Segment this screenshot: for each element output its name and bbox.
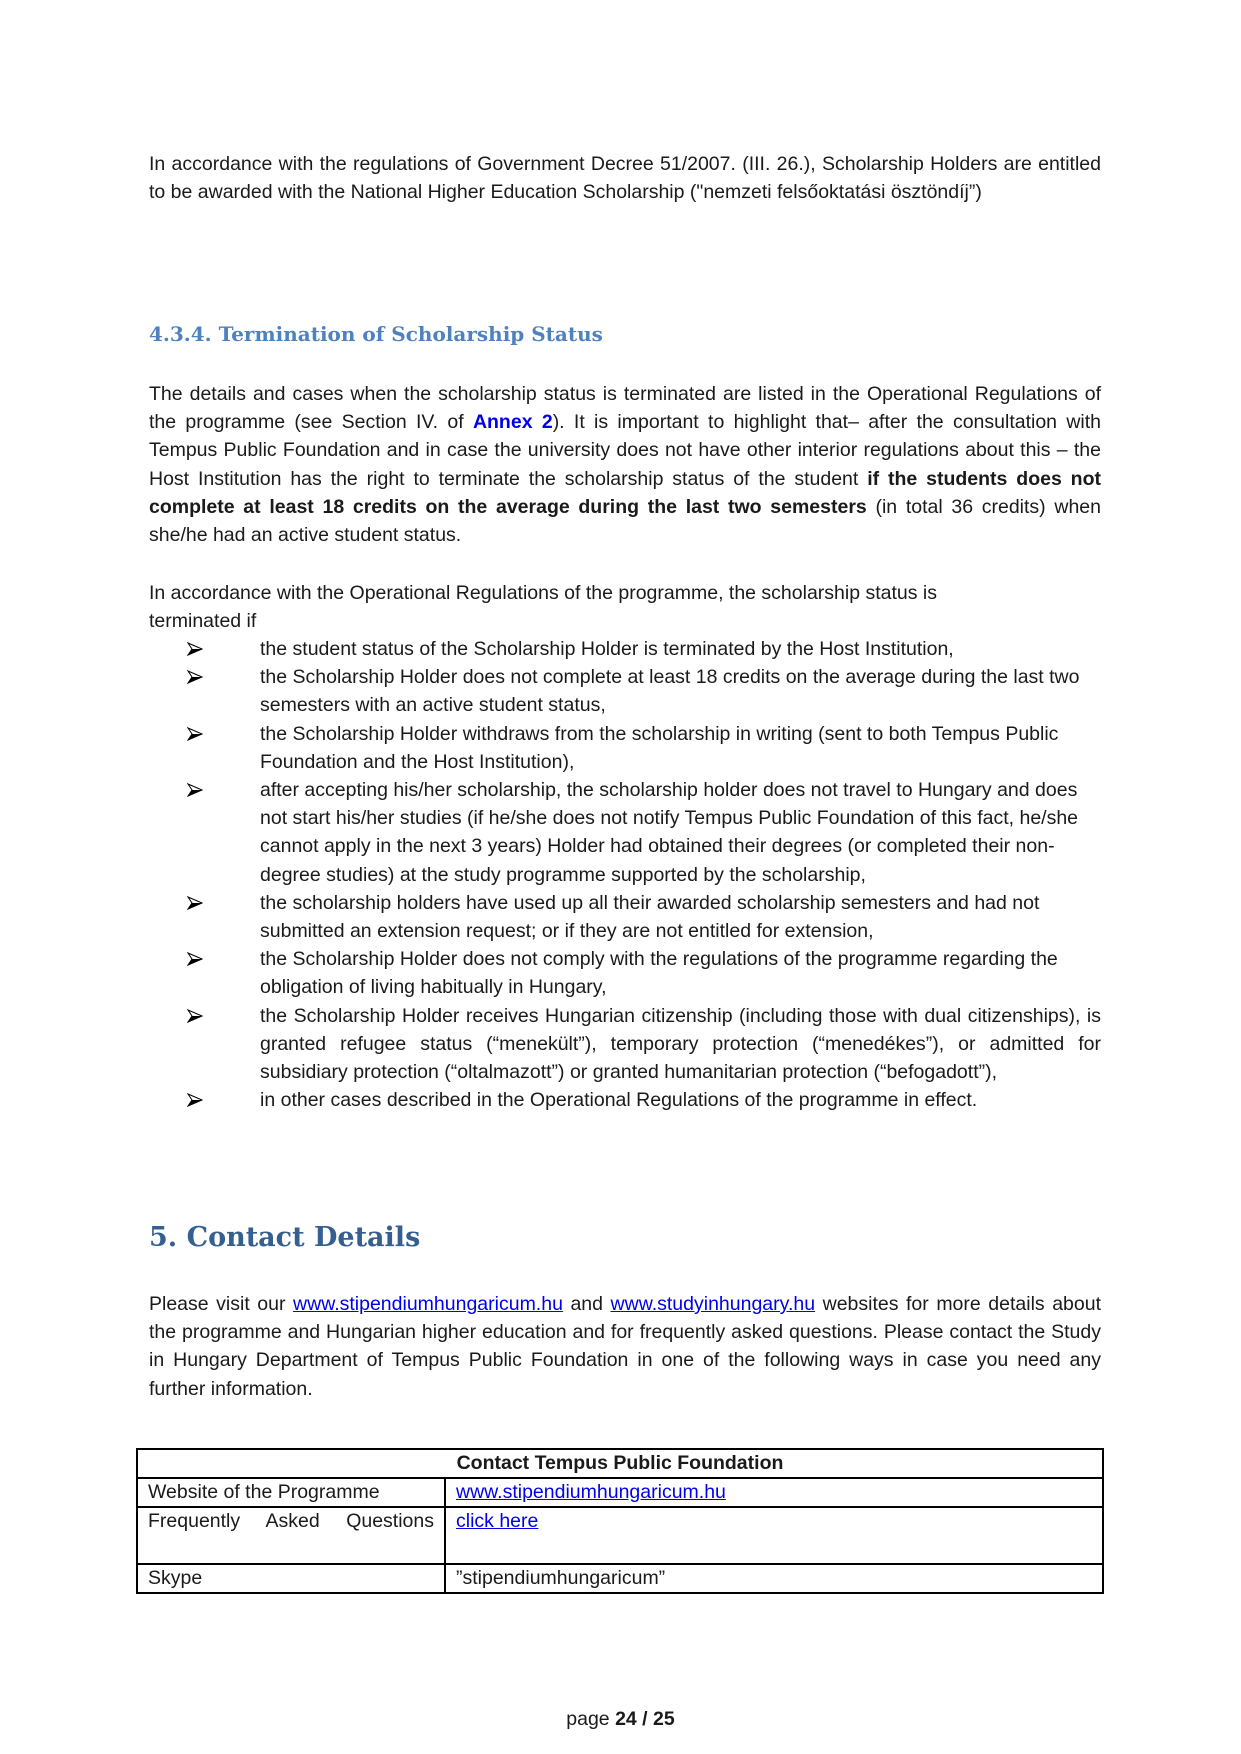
para-text: and bbox=[562, 1293, 611, 1315]
arrow-bullet-icon bbox=[187, 889, 207, 917]
table-row bbox=[137, 1564, 1103, 1593]
list-item bbox=[149, 635, 1101, 663]
total-pages: 25 bbox=[653, 1708, 675, 1730]
list-item bbox=[149, 889, 1101, 945]
list-item-text: in other cases described in the Operational Regulations of the programme in effect. bbox=[260, 1089, 978, 1112]
list-item bbox=[149, 776, 1101, 889]
list-item bbox=[149, 1002, 1101, 1087]
para-text: ). It is important to highlight that– after the consultation with Tempus Public Foundation and in case the university does not have other interior regulations about this – the Host Institution has the right to terminate the scholarship status of the student bbox=[149, 411, 1102, 490]
table-row bbox=[137, 1478, 1103, 1507]
list-item-text: the Scholarship Holder does not comply with the regulations of the programme regarding the obligation of living habitually in Hungary, bbox=[260, 948, 1058, 999]
terminated-if-intro bbox=[149, 579, 1101, 635]
table-header-row bbox=[137, 1449, 1103, 1478]
current-page: 24 bbox=[615, 1708, 637, 1730]
para-text: Please visit our bbox=[149, 1293, 294, 1315]
section-heading-4-3-4: 4.3.4. Termination of Scholarship Status bbox=[149, 322, 603, 346]
list-item bbox=[149, 1086, 1101, 1114]
arrow-bullet-icon bbox=[187, 635, 207, 663]
list-item-text: the Scholarship Holder does not complete at least 18 credits on the average during the last two semesters with an active student status, bbox=[260, 666, 1080, 717]
table-cell-value: ”stipendiumhungaricum” bbox=[445, 1564, 1103, 1593]
list-item-text: the student status of the Scholarship Holder is terminated by the Host Institution, bbox=[260, 638, 954, 660]
list-item-text: the Scholarship Holder withdraws from the scholarship in writing (sent to both Tempus Public Foundation and the Host Institution), bbox=[260, 722, 1059, 773]
faq-click-here-link[interactable]: click here bbox=[456, 1510, 539, 1532]
termination-paragraph bbox=[149, 380, 1101, 549]
studyinhungary-link[interactable]: www.studyinhungary.hu bbox=[610, 1293, 816, 1315]
arrow-bullet-icon bbox=[187, 945, 207, 973]
table-cell-value bbox=[445, 1478, 1103, 1507]
arrow-bullet-icon bbox=[187, 1002, 207, 1030]
para-text: The details and cases when the scholarship status is terminated are listed in the Operational Regulations of the programme (see Section IV. of bbox=[149, 383, 1101, 434]
table-cell-label: Frequently Asked Questions bbox=[137, 1507, 445, 1564]
page-separator: / bbox=[636, 1708, 654, 1730]
para-text: (in total 36 credits) when she/he had an active student status. bbox=[149, 495, 1101, 547]
para-text: websites for more details about the programme and Hungarian higher education and for frequently asked questions. Please contact the Study in Hungary Department of Tempus Public Foundation in one of the following ways in case you need any further information. bbox=[149, 1293, 1101, 1400]
arrow-bullet-icon bbox=[187, 776, 207, 804]
page-number-footer bbox=[0, 1708, 1241, 1731]
list-item-text: after accepting his/her scholarship, the scholarship holder does not travel to Hungary and does not start his/her studies (if he/she does not notify Tempus Public Foundation of this fact, he/she cannot apply in the next 3 years) Holder had obtained their degrees (or completed their non-degree studies) at the study programme supported by the scholarship, bbox=[260, 779, 1079, 886]
programme-website-link[interactable]: www.stipendiumhungaricum.hu bbox=[456, 1481, 726, 1503]
intro-line-2: terminated if bbox=[149, 610, 257, 633]
intro-line-1: In accordance with the Operational Regulations of the programme, the scholarship status is bbox=[149, 582, 938, 604]
table-header: Contact Tempus Public Foundation bbox=[137, 1449, 1103, 1478]
contact-table bbox=[136, 1448, 1104, 1594]
table-cell-label: Website of the Programme bbox=[137, 1478, 445, 1507]
table-row bbox=[137, 1507, 1103, 1564]
contact-paragraph bbox=[149, 1290, 1101, 1403]
list-item bbox=[149, 945, 1101, 1001]
list-item bbox=[149, 720, 1101, 776]
list-item-text: the scholarship holders have used up all their awarded scholarship semesters and had not submitted an extension request; or if they are not entitled for extension, bbox=[260, 891, 1040, 943]
page-prefix: page bbox=[566, 1708, 616, 1730]
section-heading-contact-details: 5. Contact Details bbox=[149, 1222, 421, 1253]
intro-paragraph: In accordance with the regulations of Government Decree 51/2007. (III. 26.), Scholarship Holders are entitled to be awarded with the National Higher Education Scholarship ("nemzeti felsőoktatási ösztöndíj”) bbox=[149, 153, 1101, 204]
arrow-bullet-icon bbox=[187, 1086, 207, 1114]
arrow-bullet-icon bbox=[187, 663, 207, 691]
table-cell-label: Skype bbox=[137, 1564, 445, 1593]
table-cell-value bbox=[445, 1507, 1103, 1564]
para-bold-text: if the students does not complete at least 18 credits on the average during the last two semesters bbox=[149, 467, 1101, 518]
termination-conditions-list bbox=[149, 635, 1101, 1114]
list-item-text: the Scholarship Holder receives Hungarian citizenship (including those with dual citizenships), is granted refugee status (“menekült”), temporary protection (“menedékes”), or admitted for subsidiary protection (“oltalmazott”) or granted humanitarian protection (“befogadott”), bbox=[260, 1004, 1101, 1084]
list-item bbox=[149, 663, 1101, 719]
arrow-bullet-icon bbox=[187, 720, 207, 748]
stipendiumhungaricum-link[interactable]: www.stipendiumhungaricum.hu bbox=[293, 1293, 563, 1315]
annex-2-link[interactable]: Annex 2 bbox=[472, 411, 553, 434]
